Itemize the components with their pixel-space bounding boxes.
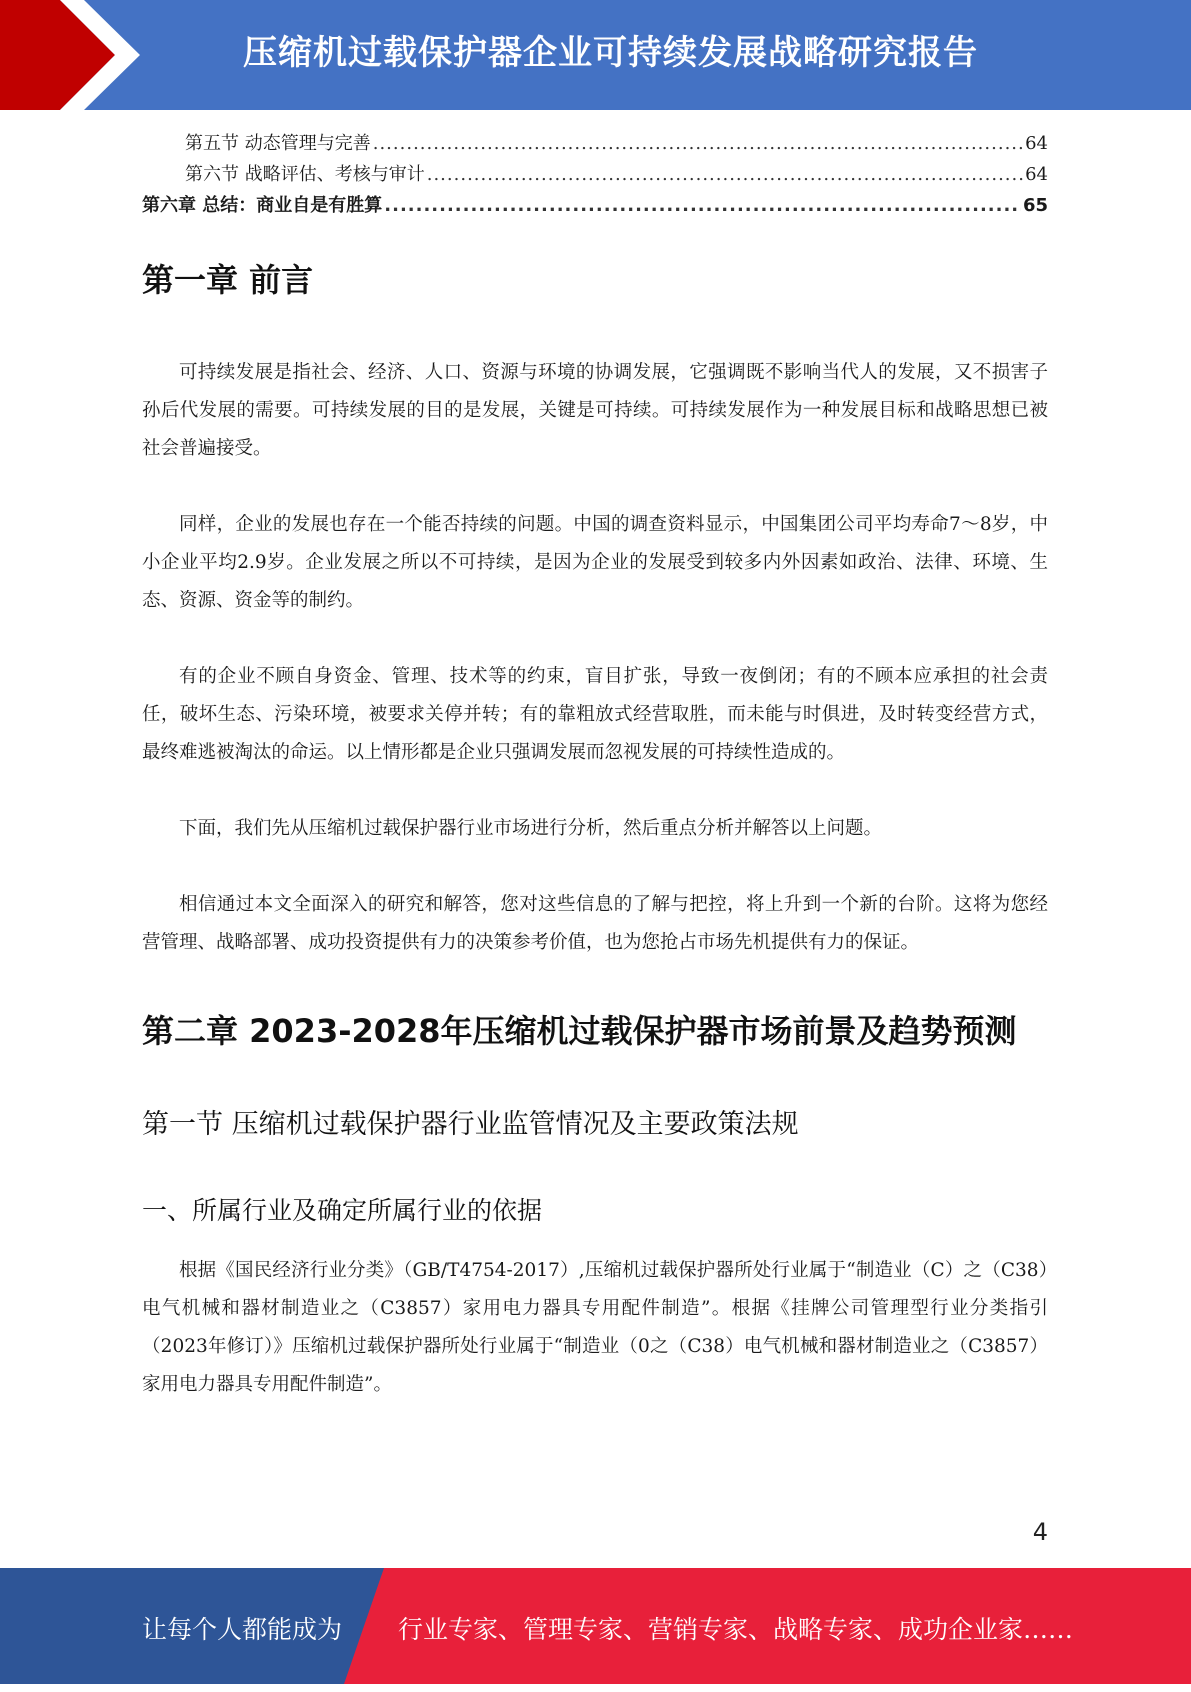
table-of-contents: [142, 128, 1048, 221]
report-title: 压缩机过载保护器企业可持续发展战略研究报告: [243, 33, 978, 73]
page-content: [142, 128, 1048, 1404]
chapter1-paragraph: 同样，企业的发展也存在一个能否持续的问题。中国的调查资料显示，中国集团公司平均寿命7～8岁，中小企业平均2.9岁。企业发展之所以不可持续，是因为企业的发展受到较多内外因素如政治、法律、环境、生态、资源、资金等的制约。: [142, 514, 1048, 611]
toc-entry[interactable]: [142, 128, 1048, 159]
chapter1-paragraph: 相信通过本文全面深入的研究和解答，您对这些信息的了解与把控，将上升到一个新的台阶。这将为您经营管理、战略部署、成功投资提供有力的决策参考价值，也为您抢占市场先机提供有力的保证。: [142, 894, 1048, 953]
report-footer: [0, 1568, 1191, 1684]
page-number: 4: [1032, 1518, 1048, 1546]
toc-leader-dots: [384, 190, 1021, 221]
toc-entry-title: 第六章 总结：商业自是有胜算: [142, 195, 383, 216]
toc-leader-dots: [427, 159, 1023, 190]
toc-entry-chapter[interactable]: [142, 190, 1048, 221]
chapter2-heading: 第二章 2023-2028年压缩机过载保护器市场前景及趋势预测: [142, 1012, 1017, 1050]
report-header: [0, 0, 1191, 110]
chapter1-heading: 第一章 前言: [142, 261, 314, 299]
footer-slogan-right: 行业专家、管理专家、营销专家、战略专家、成功企业家……: [398, 1615, 1074, 1644]
section-heading: 第一节 压缩机过载保护器行业监管情况及主要政策法规: [142, 1109, 799, 1140]
chapter2-paragraph: 根据《国民经济行业分类》（GB/T4754-2017）,压缩机过载保护器所处行业属于“制造业（C）之（C38）电气机械和器材制造业之（C3857）家用电力器具专用配件制造”。根据《挂牌公司管理型行业分类指引（2023年修订）》压缩机过载保护器所处行业属于“制造业（0之（C38）电气机械和器材制造业之（C3857）家用电力器具专用配件制造”。: [142, 1260, 1048, 1395]
chapter1-paragraph: 下面，我们先从压缩机过载保护器行业市场进行分析，然后重点分析并解答以上问题。: [179, 818, 883, 839]
chapter1-paragraph: 可持续发展是指社会、经济、人口、资源与环境的协调发展，它强调既不影响当代人的发展，又不损害子孙后代发展的需要。可持续发展的目的是发展，关键是可持续。可持续发展作为一种发展目标和战略思想已被社会普遍接受。: [142, 362, 1048, 459]
chapter1-paragraph: 有的企业不顾自身资金、管理、技术等的约束，盲目扩张，导致一夜倒闭；有的不顾本应承担的社会责任，破坏生态、污染环境，被要求关停并转；有的靠粗放式经营取胜，而未能与时俱进，及时转变经营方式，最终难逃被淘汰的命运。以上情形都是企业只强调发展而忽视发展的可持续性造成的。: [142, 666, 1048, 763]
toc-entry-page: 65: [1022, 195, 1048, 216]
toc-entry-page: 64: [1025, 164, 1048, 185]
toc-entry-title: 第五节 动态管理与完善: [185, 133, 371, 154]
subsection-heading: 一、所属行业及确定所属行业的依据: [142, 1196, 543, 1225]
toc-entry-page: 64: [1025, 133, 1048, 154]
footer-slogan-left: 让每个人都能成为: [142, 1615, 343, 1644]
toc-leader-dots: [373, 128, 1023, 159]
toc-entry[interactable]: [142, 159, 1048, 190]
toc-entry-title: 第六节 战略评估、考核与审计: [185, 164, 425, 185]
